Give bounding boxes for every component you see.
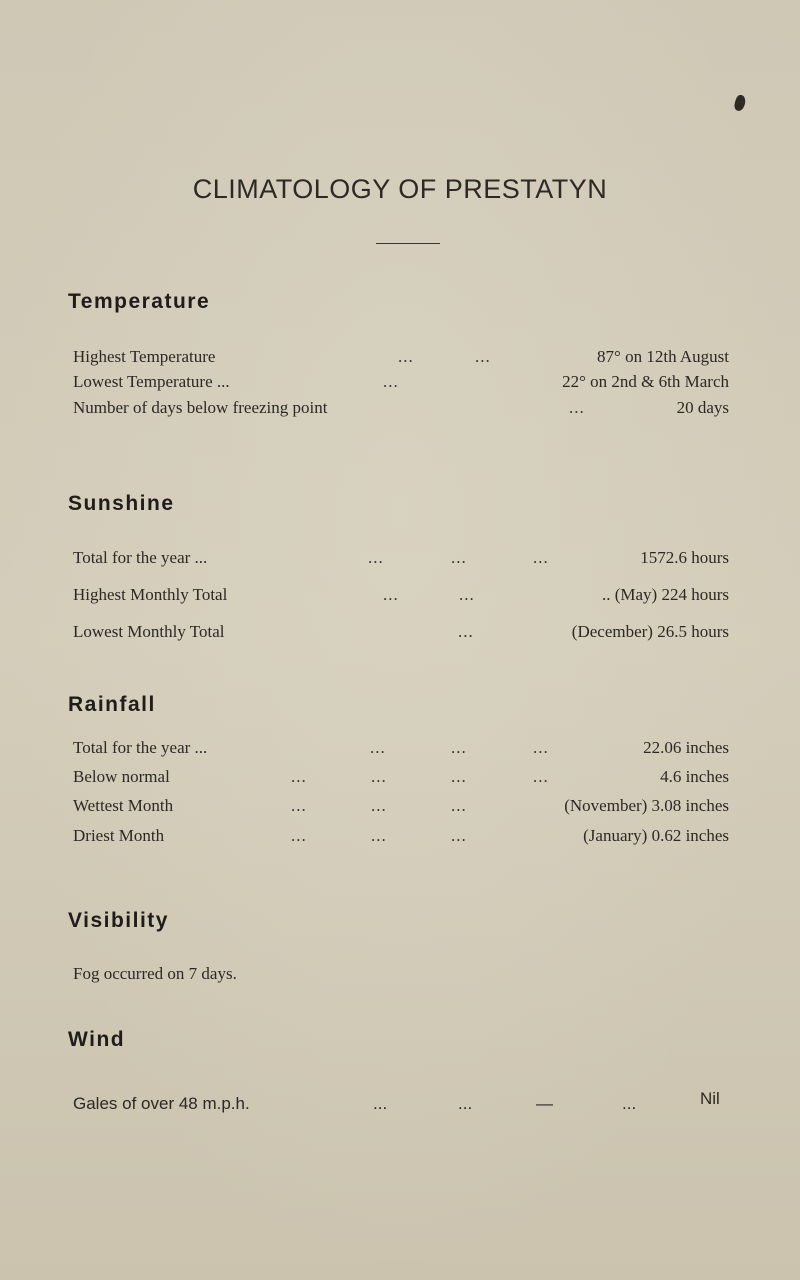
row-label: Highest Monthly Total: [73, 585, 228, 604]
row-label: Total for the year ...: [73, 738, 208, 757]
leader-dots: ...: [475, 347, 491, 366]
leader-dots: ...: [458, 622, 474, 641]
leader-dots: ...: [533, 767, 549, 786]
row-value: 20 days: [676, 398, 729, 417]
temperature-row-freezing: [73, 398, 743, 422]
leader-dots: ...: [533, 738, 549, 757]
leader-dots: ...: [451, 826, 467, 845]
rainfall-row-wettest: [73, 796, 743, 820]
leader-dots: ...: [451, 767, 467, 786]
rainfall-row-total: [73, 738, 743, 762]
wind-dash: —: [536, 1094, 553, 1113]
row-value: 87° on 12th August: [597, 347, 729, 366]
leader-dots: ...: [368, 548, 384, 567]
leader-dots: ...: [451, 548, 467, 567]
row-label: Highest Temperature: [73, 347, 216, 366]
leader-dots: ...: [383, 585, 399, 604]
section-heading-sunshine: Sunshine: [68, 492, 175, 515]
wind-value: Nil: [700, 1089, 720, 1108]
row-label: Driest Month: [73, 826, 165, 845]
row-label: Lowest Temperature ...: [73, 372, 230, 391]
section-heading-visibility: Visibility: [68, 909, 169, 932]
leader-dots: ...: [291, 826, 307, 845]
ink-mark: [733, 94, 747, 112]
row-value: (November) 3.08 inches: [564, 796, 729, 815]
leader-dots: ...: [371, 767, 387, 786]
wind-label: Gales of over 48 m.p.h.: [73, 1094, 250, 1113]
sunshine-row-lowest: [73, 622, 743, 646]
row-label: Wettest Month: [73, 796, 174, 815]
leader-dots: ...: [291, 796, 307, 815]
temperature-row-lowest: [73, 372, 743, 396]
row-label: Lowest Monthly Total: [73, 622, 225, 641]
sunshine-row-highest: [73, 585, 743, 609]
leader-dots: ...: [373, 1094, 388, 1113]
leader-dots: ...: [370, 738, 386, 757]
leader-dots: ...: [569, 398, 585, 417]
row-value: 22.06 inches: [643, 738, 729, 757]
title-rule: [376, 243, 440, 244]
leader-dots: ...: [459, 585, 475, 604]
leader-dots: ...: [383, 372, 399, 391]
leader-dots: ...: [622, 1094, 637, 1113]
section-heading-wind: Wind: [68, 1028, 126, 1051]
row-label: Number of days below freezing point: [73, 398, 328, 417]
rainfall-row-driest: [73, 826, 743, 850]
row-label: Below normal: [73, 767, 170, 786]
leader-dots: ...: [533, 548, 549, 567]
leader-dots: ...: [458, 1094, 473, 1113]
leader-dots: ...: [371, 826, 387, 845]
row-value: .. (May) 224 hours: [601, 585, 729, 604]
rainfall-row-below-normal: [73, 767, 743, 791]
leader-dots: ...: [291, 767, 307, 786]
leader-dots: ...: [451, 738, 467, 757]
section-heading-rainfall: Rainfall: [68, 693, 156, 716]
section-heading-temperature: Temperature: [68, 290, 211, 313]
row-value: (January) 0.62 inches: [583, 826, 729, 845]
temperature-row-highest: [73, 347, 743, 371]
row-label: Total for the year ...: [73, 548, 208, 567]
row-value: 4.6 inches: [660, 767, 729, 786]
leader-dots: ...: [371, 796, 387, 815]
sunshine-row-total: [73, 548, 743, 572]
page-title: CLIMATOLOGY OF PRESTATYN: [192, 174, 608, 204]
row-value: 22° on 2nd & 6th March: [562, 372, 729, 391]
leader-dots: ...: [398, 347, 414, 366]
row-value: 1572.6 hours: [640, 548, 729, 567]
leader-dots: ...: [451, 796, 467, 815]
row-value: (December) 26.5 hours: [571, 622, 729, 641]
visibility-text: Fog occurred on 7 days.: [73, 964, 237, 983]
